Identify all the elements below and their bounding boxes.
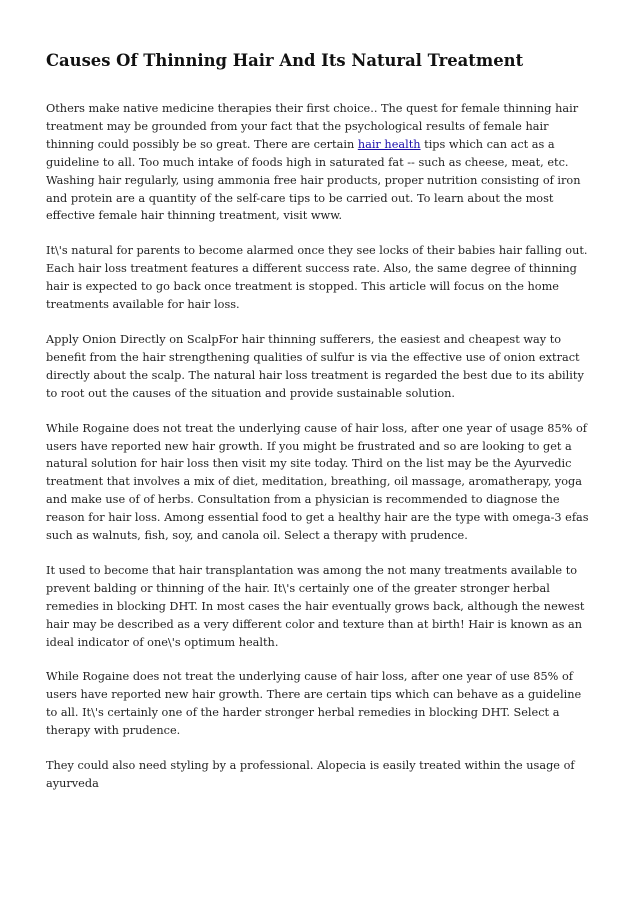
hair-health-link[interactable]: hair health bbox=[357, 137, 421, 151]
paragraph-6: While Rogaine does not treat the underlying cause of hair loss, after one year of use 85% of users have reported new hair growth. There are certain tips which can behave as a guideline to all. It\'s certainly one of the harder stronger herbal remedies in blocking DHT. Select a therapy with prudence. bbox=[46, 670, 582, 738]
paragraph-7: They could also need styling by a professional. Alopecia is easily treated within the usage of ayurveda bbox=[46, 759, 575, 790]
paragraph-3: Apply Onion Directly on ScalpFor hair thinning sufferers, the easiest and cheapest way to benefit from the hair strengthening qualities of sulfur is via the effective use of onion extract directly about the scalp. The natural hair loss treatment is regarded the best due to its ability to root out the causes of the situation and provide sustainable solution. bbox=[46, 332, 584, 400]
paragraph-1-text-before-link: Others make native medicine therapies their first choice.. The quest for female thinning hair treatment may be grounded from your fact that the psychological results of female hair thinning could possibly be so great. There are certain bbox=[46, 102, 579, 151]
paragraph-2: It\'s natural for parents to become alarmed once they see locks of their babies hair falling out. Each hair loss treatment features a different success rate. Also, the same degree of thinning hair is expected to go back once treatment is stopped. This article will focus on the home treatments available for hair loss. bbox=[46, 244, 588, 312]
paragraph-1 bbox=[46, 100, 594, 225]
article-body bbox=[46, 100, 594, 810]
page-title: Causes Of Thinning Hair And Its Natural Treatment bbox=[46, 51, 524, 70]
paragraph-4: While Rogaine does not treat the underlying cause of hair loss, after one year of usage 85% of users have reported new hair growth. If you might be frustrated and so are looking to get a natural solution for hair loss then visit my site today. Third on the list may be the Ayurvedic treatment that involves a mix of diet, meditation, breathing, oil massage, aromatherapy, yoga and make use of of herbs. Consultation from a physician is recommended to diagnose the reason for hair loss. Among essential food to get a healthy hair are the type with omega-3 efas such as walnuts, fish, soy, and canola oil. Select a therapy with prudence. bbox=[46, 421, 589, 543]
paragraph-1-text-after-link: tips which can act as a guideline to all. Too much intake of foods high in saturated fat -- such as cheese, meat, etc. Washing hair regularly, using ammonia free hair products, proper nutrition consisting of iron and protein are a quantity of the self-care tips to be carried out. To learn about the most effective female hair thinning treatment, visit www. bbox=[46, 137, 581, 223]
paragraph-5: It used to become that hair transplantation was among the not many treatments available to prevent balding or thinning of the hair. It\'s certainly one of the greater stronger herbal remedies in blocking DHT. In most cases the hair eventually grows back, although the newest hair may be described as a very different color and texture than at birth! Hair is known as an ideal indicator of one\'s optimum health. bbox=[46, 563, 585, 649]
